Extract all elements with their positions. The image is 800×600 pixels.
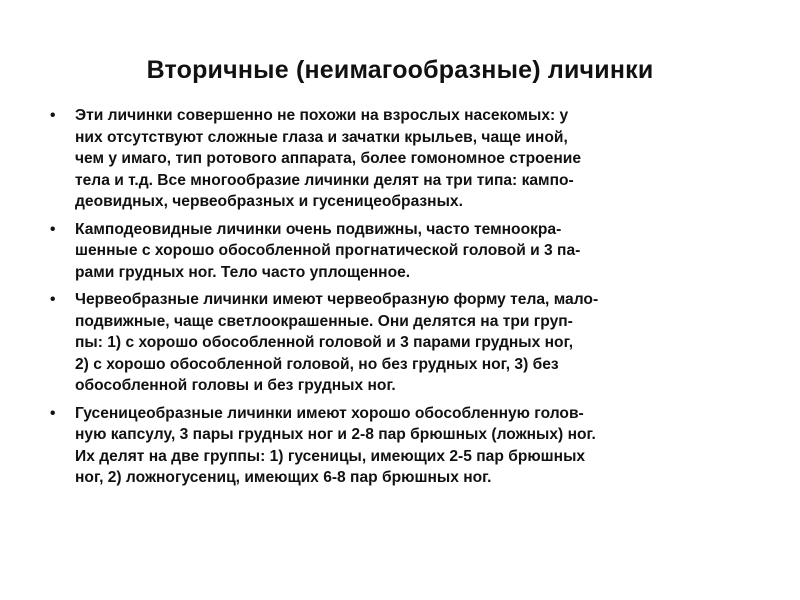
bullet-text: Червеобразные личинки имеют червеобразную форму тела, мало- подвижные, чаще светлоокрашенные. Они делятся на три груп- пы: 1) с хорошо обособленной головой и 3 парами грудных ног, 2) с хорошо обособленной головой, но без грудных ног, 3) без обособленной головы и без грудных ног. <box>75 291 599 394</box>
bullet-item-3 <box>50 289 755 397</box>
bullet-item-4 <box>50 403 755 489</box>
bullet-item-2 <box>50 219 755 284</box>
bullet-icon: • <box>50 220 56 238</box>
bullet-text: Эти личинки совершенно не похожи на взрослых насекомых: у них отсутствуют сложные глаза и зачатки крыльев, чаще иной, чем у имаго, тип ротового аппарата, более гомономное строение тела и т.д. Все многообразие личинки делят на три типа: кампо- деовидных, червеобразных и гусеницеобразных. <box>75 107 582 210</box>
bullet-icon: • <box>50 291 56 308</box>
slide-title: Вторичные (неимагообразные) личинки <box>146 56 654 84</box>
bullet-text: Гусеницеобразные личинки имеют хорошо обособленную голов- ную капсулу, 3 пары грудных ног и 2-8 пар брюшных (ложных) ног. Их делят на две группы: 1) гусеницы, имеющих 2-5 пар брюшных ног, 2) ложногусениц, имеющих 6-8 пар брюшных ног. <box>75 404 596 486</box>
bullet-icon: • <box>50 107 56 124</box>
bullet-icon: • <box>50 404 56 422</box>
bullet-text: Камподеовидные личинки очень подвижны, часто темноокра- шенные с хорошо обособленной прогнатической головой и 3 па- рами грудных ног. Тело часто уплощенное. <box>75 220 581 281</box>
bullet-list <box>50 105 755 495</box>
bullet-item-1 <box>50 105 755 213</box>
